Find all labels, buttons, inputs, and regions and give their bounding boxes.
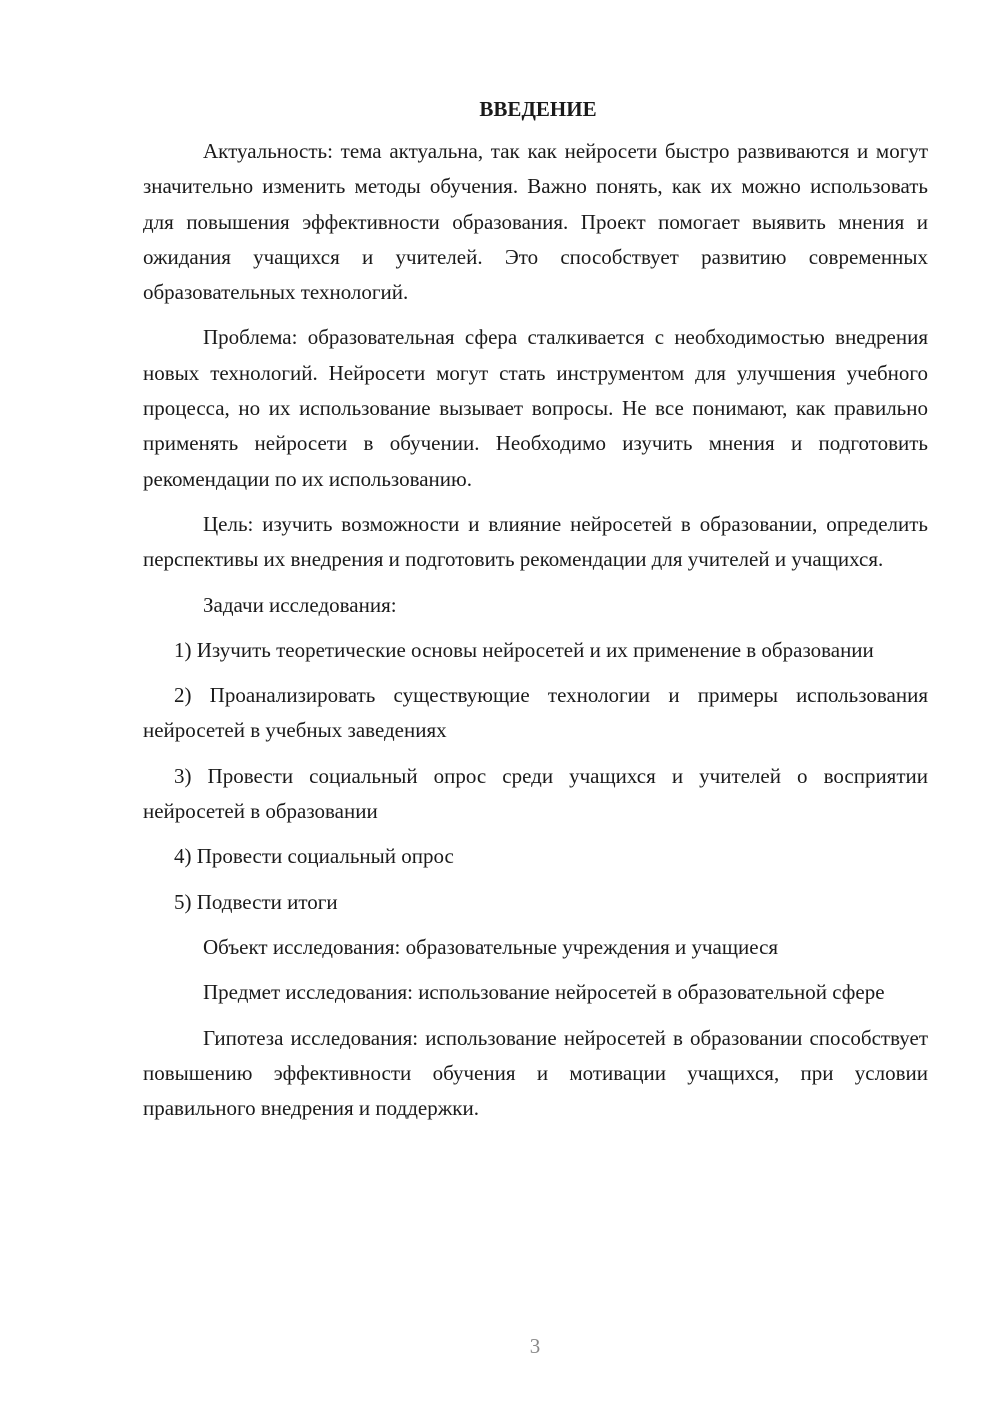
task-item-3: 3) Провести социальный опрос среди учащихся и учителей о восприятии нейросетей в образовании bbox=[143, 763, 928, 824]
document-page bbox=[143, 92, 928, 1136]
task-item-2: 2) Проанализировать существующие технологии и примеры использования нейросетей в учебных заведениях bbox=[143, 683, 928, 743]
page-number: 3 bbox=[529, 1334, 541, 1358]
relevance-paragraph: Актуальность: тема актуальна, так как нейросети быстро развиваются и могут значительно изменить методы обучения. Важно понять, как их можно использовать для повышения эффективности образования. Проект помогает выявить мнения и ожидания учащихся и учителей. Это способствует развитию современных образовательных технологий. bbox=[143, 139, 928, 305]
task-item-1: 1) Изучить теоретические основы нейросетей и их применение в образовании bbox=[174, 637, 874, 662]
task-item-4: 4) Провести социальный опрос bbox=[174, 844, 454, 869]
problem-paragraph: Проблема: образовательная сфера сталкивается с необходимостью внедрения новых технологий. Нейросети могут стать инструментом для улучшения учебного процесса, но их использование вызывает вопросы. Не все понимают, как правильно применять нейросети в обучении. Необходимо изучить мнения и подготовить рекомендации по их использованию. bbox=[143, 325, 928, 491]
subject-paragraph: Предмет исследования: использование нейросетей в образовательной сфере bbox=[203, 980, 885, 1005]
section-heading: ВВЕДЕНИЕ bbox=[479, 97, 597, 121]
object-paragraph: Объект исследования: образовательные учреждения и учащиеся bbox=[203, 934, 779, 959]
hypothesis-paragraph: Гипотеза исследования: использование нейросетей в образовании способствует повышению эффективности обучения и мотивации учащихся, при условии правильного внедрения и поддержки. bbox=[143, 1025, 928, 1121]
tasks-heading: Задачи исследования: bbox=[203, 592, 397, 617]
task-item-5: 5) Подвести итоги bbox=[174, 889, 338, 914]
goal-paragraph: Цель: изучить возможности и влияние нейросетей в образовании, определить перспективы их внедрения и подготовить рекомендации для учителей и учащихся. bbox=[143, 511, 928, 572]
